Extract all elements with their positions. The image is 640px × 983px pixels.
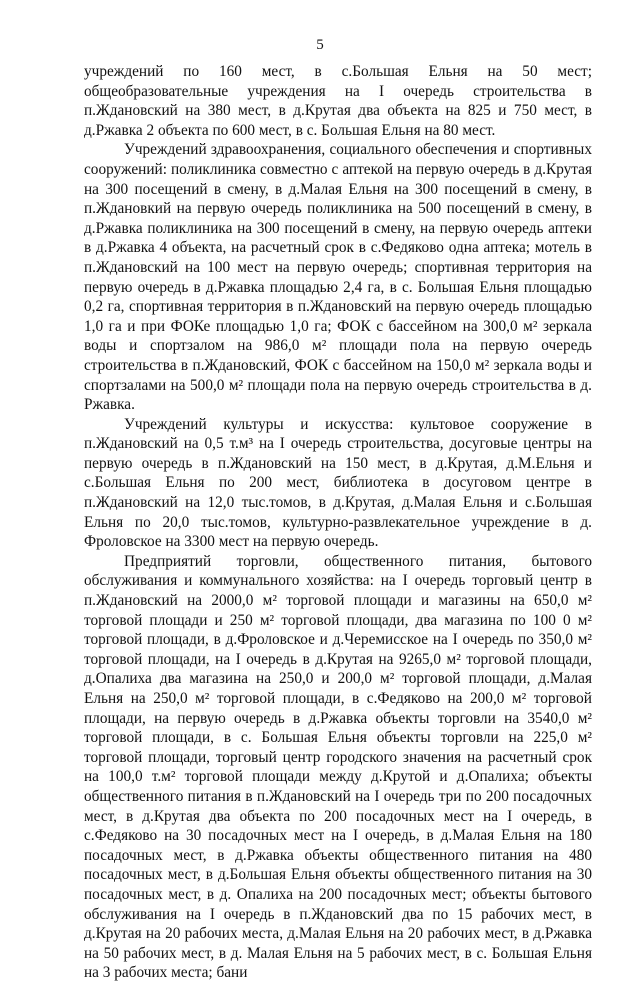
page-number: 5 <box>316 37 324 53</box>
document-body <box>84 62 592 983</box>
paragraph-healthcare-sports: Учреждений здравоохранения, социального обеспечения и спортивных сооружений: поликлиника совместно с аптекой на первую очередь в д.Крутая на 300 посещений в смену, в д.Малая Ельня на 300 посещений в смену, в п.Ждановкий на первую очередь поликлиника на 500 посещений в смену, в д.Ржавка поликлиника на 300 посещений в смену, на первую очередь аптеки в д.Ржавка 4 объекта, на расчетный срок в с.Федяково одна аптека; мотель в п.Ждановский на 100 мест на первую очередь; спортивная территория на первую очередь в д.Ржавка площадью 2,4 га, в с. Большая Ельня площадью 0,2 га, спортивная территория в п.Ждановский на первую очередь площадью 1,0 га и при ФОКе площадью 1,0 га; ФОК с бассейном на 300,0 м² зеркала воды и спортзалом на 986,0 м² площади пола на первую очередь строительства в п.Ждановский, ФОК с бассейном на 150,0 м² зеркала воды и спортзалами на 500,0 м² площади пола на первую очередь строительства в д. Ржавка. <box>84 141 592 414</box>
paragraph-schools-continued: учреждений по 160 мест, в с.Большая Ельня на 50 мест; общеобразовательные учреждения на I очередь строительства в п.Ждановский на 380 мест, в д.Крутая два объекта на 825 и 750 мест, в д.Ржавка 2 объекта по 600 мест, в с. Большая Ельня на 80 мест. <box>84 63 592 139</box>
paragraph-culture-arts: Учреждений культуры и искусства: культовое сооружение в п.Ждановский на 0,5 т.м³ на I очередь строительства, досуговые центры на первую очередь в п.Ждановский на 150 мест, в д.Крутая, д.М.Ельня и с.Большая Ельня по 200 мест, библиотека в досуговом центре в п.Ждановский на 12,0 тыс.томов, в д.Крутая, д.Малая Ельня и с.Большая Ельня по 20,0 тыс.томов, культурно-развлекательное учреждение в д. Фроловское на 3300 мест на первую очередь. <box>84 415 592 551</box>
paragraph-trade-services: Предприятий торговли, общественного питания, бытового обслуживания и коммунального хозяйства: на I очередь торговый центр в п.Ждановский на 2000,0 м² торговой площади и магазины на 650,0 м² торговой площади и 250 м² торговой площади, два магазина по 100 0 м² торговой площади, в д.Фроловское и д.Черемисское на I очередь по 350,0 м² торговой площади, на I очередь в д.Крутая на 9265,0 м² торговой площади, д.Опалиха два магазина на 250,0 и 200,0 м² торговой площади, д.Малая Ельня на 250,0 м² торговой площади, в с.Федяково на 200,0 м² торговой площади, на первую очередь в д.Ржавка объекты торговли на 3540,0 м² торговой площади, в с. Большая Ельня объекты торговли на 225,0 м² торговой площади, торговый центр городского значения на расчетный срок на 100,0 т.м² торговой площади между д.Крутой и д.Опалиха; объекты общественного питания в п.Ждановский на I очередь три по 200 посадочных мест, в д.Крутая два объекта по 200 посадочных мест на I очередь, в с.Федяково на 30 посадочных мест на I очередь, в д.Малая Ельня на 180 посадочных мест, в д.Ржавка объекты общественного питания на 480 посадочных мест, в д.Большая Ельня объекты общественного питания на 30 посадочных мест, в д. Опалиха на 200 посадочных мест; объекты бытового обслуживания на I очередь в п.Ждановский два по 15 рабочих мест, в д.Крутая на 20 рабочих места, д.Малая Ельня на 20 рабочих мест, в д.Ржавка на 50 рабочих мест, в д. Малая Ельня на 5 рабочих мест, в с. Большая Ельня на 3 рабочих места; бани <box>84 552 592 982</box>
